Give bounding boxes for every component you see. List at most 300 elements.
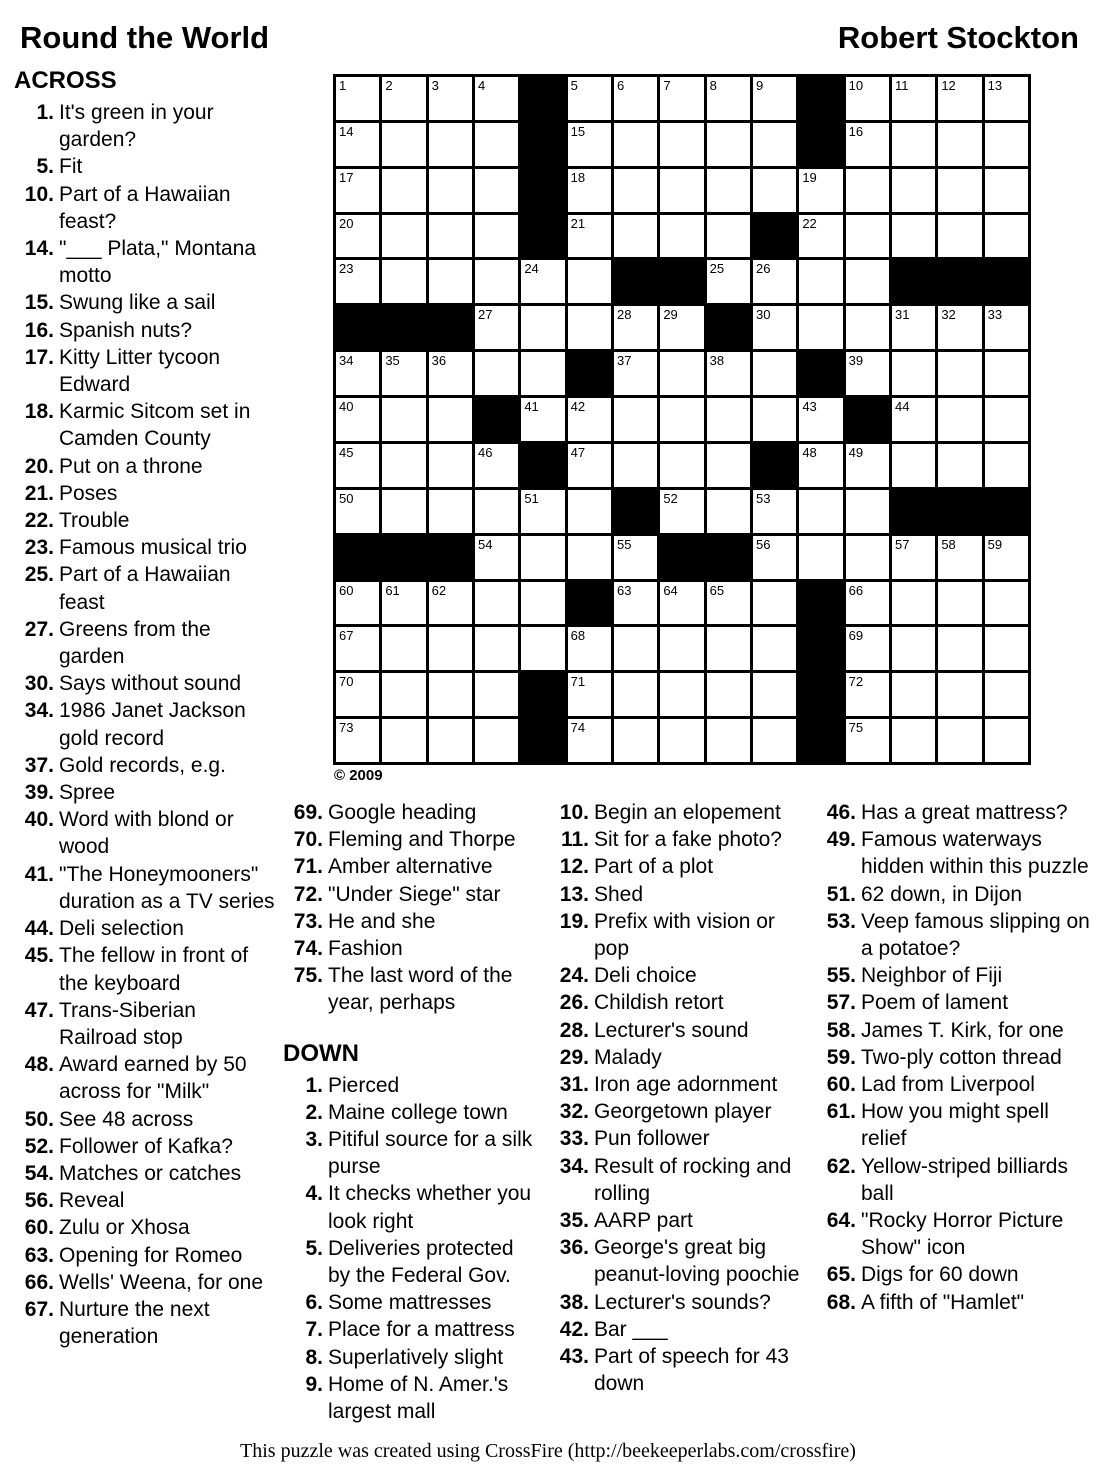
clue-text: A fifth of "Hamlet" <box>861 1290 1025 1314</box>
clue-text: Bar ___ <box>594 1317 668 1341</box>
grid-cell[interactable] <box>660 490 703 533</box>
grid-cell[interactable] <box>614 398 657 441</box>
grid-cell-number: 74 <box>570 720 586 736</box>
down-clue-item <box>283 1235 541 1289</box>
clue-text: Digs for 60 down <box>861 1263 1019 1287</box>
grid-cell[interactable] <box>753 627 796 670</box>
grid-cell[interactable] <box>985 627 1028 670</box>
clue-text: "The Honeymooners" duration as a TV series <box>59 862 275 913</box>
clue-text: Google heading <box>328 801 477 824</box>
grid-cell-number: 67 <box>339 628 354 644</box>
grid-cell[interactable] <box>568 536 611 579</box>
grid-cell[interactable] <box>568 627 611 670</box>
grid-cell[interactable] <box>660 306 703 349</box>
clue-number: 38. <box>559 1290 589 1314</box>
grid-cell[interactable] <box>938 673 981 716</box>
clue-number: 60. <box>826 1073 856 1097</box>
down-clue-item <box>283 1180 541 1234</box>
grid-cell[interactable] <box>336 582 379 625</box>
across-clue-item <box>14 997 276 1051</box>
grid-cell[interactable] <box>336 719 379 762</box>
clue-text: Shed <box>594 882 644 906</box>
clue-number: 15. <box>24 291 54 315</box>
grid-cell[interactable] <box>846 536 889 579</box>
down-clue-item <box>549 1071 811 1098</box>
grid-cell[interactable] <box>753 719 796 762</box>
grid-cell[interactable] <box>707 169 750 212</box>
clue-number: 60. <box>24 1216 54 1240</box>
grid-cell-number: 14 <box>339 123 354 139</box>
grid-cell[interactable] <box>429 719 472 762</box>
grid-cell[interactable] <box>707 490 750 533</box>
grid-cell-number: 66 <box>848 582 864 598</box>
grid-black-cell <box>938 490 981 533</box>
down-clue-item <box>549 1343 811 1397</box>
grid-cell[interactable] <box>985 444 1028 487</box>
down-clue-item <box>283 1126 541 1180</box>
grid-cell[interactable] <box>660 444 703 487</box>
grid-cell[interactable] <box>892 169 935 212</box>
grid-cell-number: 29 <box>663 307 678 323</box>
clue-text: Put on a throne <box>59 454 203 478</box>
grid-cell[interactable] <box>382 123 425 166</box>
grid-cell-number: 24 <box>524 261 539 277</box>
grid-cell[interactable] <box>429 627 472 670</box>
grid-cell[interactable] <box>846 673 889 716</box>
clue-number: 63. <box>24 1243 54 1267</box>
grid-cell[interactable] <box>799 260 842 303</box>
grid-cell[interactable] <box>568 260 611 303</box>
clue-text: Neighbor of Fiji <box>861 964 1003 988</box>
clue-text: Part of a plot <box>594 855 714 879</box>
grid-cell[interactable] <box>382 215 425 258</box>
grid-cell[interactable] <box>382 260 425 303</box>
grid-cell[interactable] <box>799 169 842 212</box>
grid-cell[interactable] <box>753 306 796 349</box>
grid-cell[interactable] <box>614 582 657 625</box>
grid-cell[interactable] <box>892 123 935 166</box>
grid-cell[interactable] <box>336 398 379 441</box>
across-clue-item <box>14 1269 276 1296</box>
grid-cell[interactable] <box>938 306 981 349</box>
across-clue-item <box>14 1214 276 1241</box>
grid-cell[interactable] <box>753 123 796 166</box>
clue-text: Childish retort <box>594 991 724 1015</box>
clue-number: 54. <box>24 1161 54 1185</box>
grid-cell-number: 16 <box>848 123 864 139</box>
clue-number: 8. <box>305 1345 323 1369</box>
grid-cell[interactable] <box>753 352 796 395</box>
grid-cell[interactable] <box>382 719 425 762</box>
grid-cell[interactable] <box>382 627 425 670</box>
clue-text: Famous musical trio <box>59 536 247 560</box>
grid-cell[interactable] <box>985 582 1028 625</box>
clue-number: 5. <box>36 155 54 179</box>
grid-cell[interactable] <box>892 627 935 670</box>
clue-text: Poses <box>59 481 118 505</box>
grid-cell[interactable] <box>938 719 981 762</box>
grid-cell[interactable] <box>892 673 935 716</box>
clue-text: Part of a Hawaiian feast? <box>59 182 231 233</box>
grid-cell[interactable] <box>336 123 379 166</box>
grid-cell[interactable] <box>660 627 703 670</box>
grid-black-cell <box>799 627 842 670</box>
across-clue-item <box>14 1187 276 1214</box>
grid-cell[interactable] <box>846 490 889 533</box>
grid-cell[interactable] <box>568 673 611 716</box>
across-clue-item <box>14 344 276 398</box>
grid-cell[interactable] <box>568 306 611 349</box>
grid-cell[interactable] <box>660 673 703 716</box>
clue-text: Nurture the next generation <box>59 1297 210 1349</box>
grid-cell[interactable] <box>382 352 425 395</box>
clue-text: Greens from the garden <box>59 617 211 669</box>
clue-number: 5. <box>305 1236 323 1260</box>
grid-black-cell <box>707 536 750 579</box>
clue-number: 48. <box>24 1053 54 1077</box>
grid-cell[interactable] <box>753 582 796 625</box>
grid-cell[interactable] <box>336 673 379 716</box>
grid-cell[interactable] <box>614 352 657 395</box>
grid-cell[interactable] <box>938 536 981 579</box>
grid-cell[interactable] <box>429 398 472 441</box>
grid-cell[interactable] <box>568 398 611 441</box>
clue-number: 51. <box>826 882 856 906</box>
grid-cell[interactable] <box>475 352 518 395</box>
grid-cell[interactable] <box>985 673 1028 716</box>
grid-cell[interactable] <box>753 536 796 579</box>
grid-cell[interactable] <box>985 77 1028 120</box>
grid-cell-number: 58 <box>941 536 956 552</box>
grid-cell[interactable] <box>429 673 472 716</box>
grid-cell[interactable] <box>614 627 657 670</box>
grid-cell[interactable] <box>660 719 703 762</box>
grid-cell[interactable] <box>846 306 889 349</box>
grid-cell[interactable] <box>429 444 472 487</box>
grid-cell[interactable] <box>336 260 379 303</box>
grid-black-cell <box>614 260 657 303</box>
clue-number: 16. <box>24 318 54 342</box>
clue-text: Deli choice <box>594 964 697 988</box>
grid-cell[interactable] <box>429 169 472 212</box>
grid-cell[interactable] <box>336 215 379 258</box>
grid-cell[interactable] <box>892 536 935 579</box>
grid-cell[interactable] <box>799 306 842 349</box>
grid-cell[interactable] <box>938 77 981 120</box>
grid-black-cell <box>521 673 564 716</box>
grid-cell[interactable] <box>938 398 981 441</box>
grid-cell[interactable] <box>336 490 379 533</box>
clue-number: 9. <box>305 1372 323 1396</box>
clue-number: 11. <box>560 828 589 852</box>
grid-cell[interactable] <box>938 352 981 395</box>
clue-text: Follower of Kafka? <box>59 1134 233 1158</box>
grid-cell[interactable] <box>799 215 842 258</box>
grid-cell[interactable] <box>475 719 518 762</box>
grid-black-cell <box>660 536 703 579</box>
across-clue-item <box>14 398 276 452</box>
grid-cell[interactable] <box>707 444 750 487</box>
crossword-grid <box>333 74 1031 765</box>
grid-cell[interactable] <box>382 169 425 212</box>
grid-cell[interactable] <box>475 215 518 258</box>
grid-cell[interactable] <box>938 627 981 670</box>
clue-number: 13. <box>559 882 589 906</box>
grid-cell[interactable] <box>938 444 981 487</box>
grid-cell[interactable] <box>985 719 1028 762</box>
grid-cell[interactable] <box>707 719 750 762</box>
grid-cell[interactable] <box>336 169 379 212</box>
grid-cell[interactable] <box>521 306 564 349</box>
grid-cell[interactable] <box>475 536 518 579</box>
grid-cell[interactable] <box>568 215 611 258</box>
grid-cell[interactable] <box>753 490 796 533</box>
grid-cell[interactable] <box>429 260 472 303</box>
grid-cell[interactable] <box>660 398 703 441</box>
grid-cell[interactable] <box>475 260 518 303</box>
grid-cell[interactable] <box>985 536 1028 579</box>
grid-cell[interactable] <box>707 398 750 441</box>
grid-cell[interactable] <box>475 123 518 166</box>
grid-cell[interactable] <box>707 123 750 166</box>
grid-cell[interactable] <box>707 77 750 120</box>
grid-cell[interactable] <box>614 444 657 487</box>
grid-cell[interactable] <box>892 77 935 120</box>
across-clue-item <box>14 507 276 534</box>
grid-cell[interactable] <box>614 169 657 212</box>
clue-number: 75. <box>293 964 323 988</box>
grid-cell[interactable] <box>614 719 657 762</box>
grid-cell[interactable] <box>985 169 1028 212</box>
clue-number: 41. <box>24 862 54 886</box>
grid-cell[interactable] <box>429 582 472 625</box>
grid-cell[interactable] <box>382 582 425 625</box>
grid-cell-number: 15 <box>570 123 586 139</box>
grid-cell[interactable] <box>614 536 657 579</box>
grid-cell-number: 45 <box>339 444 354 460</box>
grid-cell[interactable] <box>753 260 796 303</box>
grid-cell[interactable] <box>614 215 657 258</box>
grid-cell[interactable] <box>568 123 611 166</box>
clue-number: 34. <box>24 699 54 723</box>
grid-cell[interactable] <box>614 123 657 166</box>
grid-cell[interactable] <box>753 77 796 120</box>
grid-black-cell <box>336 306 379 349</box>
grid-cell[interactable] <box>892 719 935 762</box>
grid-cell-number: 52 <box>663 490 678 506</box>
clue-text: Says without sound <box>59 672 242 696</box>
grid-cell[interactable] <box>799 536 842 579</box>
across-clue-item <box>283 908 541 935</box>
down-clue-item <box>549 881 811 908</box>
grid-cell[interactable] <box>753 169 796 212</box>
down-clue-item <box>816 908 1095 962</box>
grid-cell[interactable] <box>336 352 379 395</box>
grid-cell[interactable] <box>382 444 425 487</box>
grid-cell[interactable] <box>985 352 1028 395</box>
grid-cell[interactable] <box>660 352 703 395</box>
grid-cell[interactable] <box>753 398 796 441</box>
grid-cell[interactable] <box>521 536 564 579</box>
grid-cell[interactable] <box>521 398 564 441</box>
down-clue-item <box>549 1017 811 1044</box>
clue-text: George's great big peanut-loving poochie <box>594 1236 800 1287</box>
grid-cell[interactable] <box>568 444 611 487</box>
grid-cell-number: 7 <box>663 78 671 93</box>
grid-cell[interactable] <box>846 444 889 487</box>
clue-number: 33. <box>559 1127 589 1151</box>
across-clue-item <box>14 534 276 561</box>
clue-number: 30. <box>24 672 54 696</box>
grid-cell[interactable] <box>799 398 842 441</box>
grid-cell[interactable] <box>336 444 379 487</box>
grid-cell[interactable] <box>614 77 657 120</box>
grid-black-cell <box>660 260 703 303</box>
grid-cell-number: 27 <box>477 307 493 323</box>
grid-cell[interactable] <box>568 77 611 120</box>
grid-cell[interactable] <box>846 352 889 395</box>
grid-cell[interactable] <box>660 582 703 625</box>
across-clue-item <box>14 561 276 615</box>
grid-cell[interactable] <box>985 306 1028 349</box>
clue-number: 22. <box>24 509 54 533</box>
grid-cell[interactable] <box>475 490 518 533</box>
grid-cell[interactable] <box>938 123 981 166</box>
clue-text: Georgetown player <box>594 1100 772 1124</box>
grid-cell-number: 56 <box>755 536 771 552</box>
grid-cell[interactable] <box>568 719 611 762</box>
grid-cell[interactable] <box>429 123 472 166</box>
grid-cell[interactable] <box>521 582 564 625</box>
grid-cell[interactable] <box>985 123 1028 166</box>
across-clue-item <box>14 616 276 670</box>
grid-cell[interactable] <box>892 306 935 349</box>
grid-cell-number: 72 <box>848 674 864 690</box>
clue-text: The fellow in front of the keyboard <box>59 944 249 995</box>
grid-black-cell <box>382 536 425 579</box>
grid-cell[interactable] <box>521 490 564 533</box>
grid-cell-number: 23 <box>339 261 354 277</box>
grid-cell[interactable] <box>475 306 518 349</box>
grid-cell[interactable] <box>707 215 750 258</box>
clue-number: 1. <box>36 101 54 124</box>
clue-number: 10. <box>24 182 54 206</box>
grid-black-cell <box>521 719 564 762</box>
clue-number: 58. <box>826 1018 856 1042</box>
grid-cell[interactable] <box>660 215 703 258</box>
grid-cell[interactable] <box>846 719 889 762</box>
grid-cell[interactable] <box>475 77 518 120</box>
grid-cell[interactable] <box>799 490 842 533</box>
grid-cell[interactable] <box>846 215 889 258</box>
grid-cell-number: 38 <box>709 353 725 369</box>
grid-cell[interactable] <box>429 490 472 533</box>
grid-cell[interactable] <box>614 673 657 716</box>
grid-cell[interactable] <box>707 582 750 625</box>
grid-cell[interactable] <box>568 169 611 212</box>
grid-cell[interactable] <box>429 77 472 120</box>
grid-cell[interactable] <box>799 444 842 487</box>
grid-black-cell <box>429 536 472 579</box>
grid-cell[interactable] <box>475 169 518 212</box>
grid-cell[interactable] <box>660 77 703 120</box>
clue-text: Trans-Siberian Railroad stop <box>59 998 196 1049</box>
grid-cell[interactable] <box>846 77 889 120</box>
grid-cell[interactable] <box>707 627 750 670</box>
grid-black-cell <box>521 444 564 487</box>
down-clue-item <box>816 826 1095 880</box>
grid-cell[interactable] <box>521 352 564 395</box>
grid-cell[interactable] <box>382 490 425 533</box>
grid-cell[interactable] <box>707 352 750 395</box>
grid-cell[interactable] <box>475 444 518 487</box>
grid-cell[interactable] <box>382 77 425 120</box>
grid-cell[interactable] <box>429 352 472 395</box>
grid-cell[interactable] <box>892 352 935 395</box>
grid-cell[interactable] <box>568 490 611 533</box>
grid-cell-number: 60 <box>339 582 354 598</box>
grid-cell[interactable] <box>382 398 425 441</box>
grid-cell[interactable] <box>521 260 564 303</box>
down-clue-item <box>549 853 811 880</box>
down-clue-item <box>816 989 1095 1016</box>
down-clue-item <box>549 1044 811 1071</box>
grid-cell[interactable] <box>336 77 379 120</box>
grid-cell[interactable] <box>475 627 518 670</box>
grid-cell[interactable] <box>846 627 889 670</box>
grid-cell[interactable] <box>614 306 657 349</box>
grid-black-cell <box>799 77 842 120</box>
grid-cell[interactable] <box>846 582 889 625</box>
grid-cell[interactable] <box>753 673 796 716</box>
clue-text: Lecturer's sounds? <box>594 1290 771 1314</box>
clue-number: 4. <box>305 1182 323 1206</box>
grid-cell[interactable] <box>938 169 981 212</box>
copyright-notice: © 2009 <box>334 767 383 784</box>
grid-cell[interactable] <box>521 627 564 670</box>
across-clue-item <box>283 799 541 826</box>
grid-cell[interactable] <box>892 398 935 441</box>
grid-cell[interactable] <box>985 398 1028 441</box>
grid-cell[interactable] <box>846 169 889 212</box>
grid-cell[interactable] <box>892 444 935 487</box>
grid-cell[interactable] <box>707 260 750 303</box>
grid-cell[interactable] <box>707 673 750 716</box>
grid-cell[interactable] <box>892 215 935 258</box>
across-clue-item <box>14 1106 276 1133</box>
grid-cell[interactable] <box>938 582 981 625</box>
clue-text: Some mattresses <box>328 1291 492 1315</box>
grid-cell[interactable] <box>846 260 889 303</box>
grid-cell[interactable] <box>475 673 518 716</box>
grid-black-cell <box>475 398 518 441</box>
grid-cell[interactable] <box>429 215 472 258</box>
clue-number: 47. <box>24 998 54 1022</box>
grid-cell[interactable] <box>846 123 889 166</box>
grid-cell[interactable] <box>336 627 379 670</box>
clue-text: Part of a Hawaiian feast <box>59 563 231 614</box>
grid-cell[interactable] <box>938 215 981 258</box>
grid-cell[interactable] <box>985 215 1028 258</box>
grid-cell[interactable] <box>660 169 703 212</box>
grid-cell[interactable] <box>892 582 935 625</box>
across-clue-item <box>283 962 541 1016</box>
clue-number: 67. <box>24 1297 54 1321</box>
grid-cell-number: 62 <box>431 582 447 598</box>
grid-cell[interactable] <box>475 582 518 625</box>
grid-cell[interactable] <box>660 123 703 166</box>
grid-cell[interactable] <box>382 673 425 716</box>
